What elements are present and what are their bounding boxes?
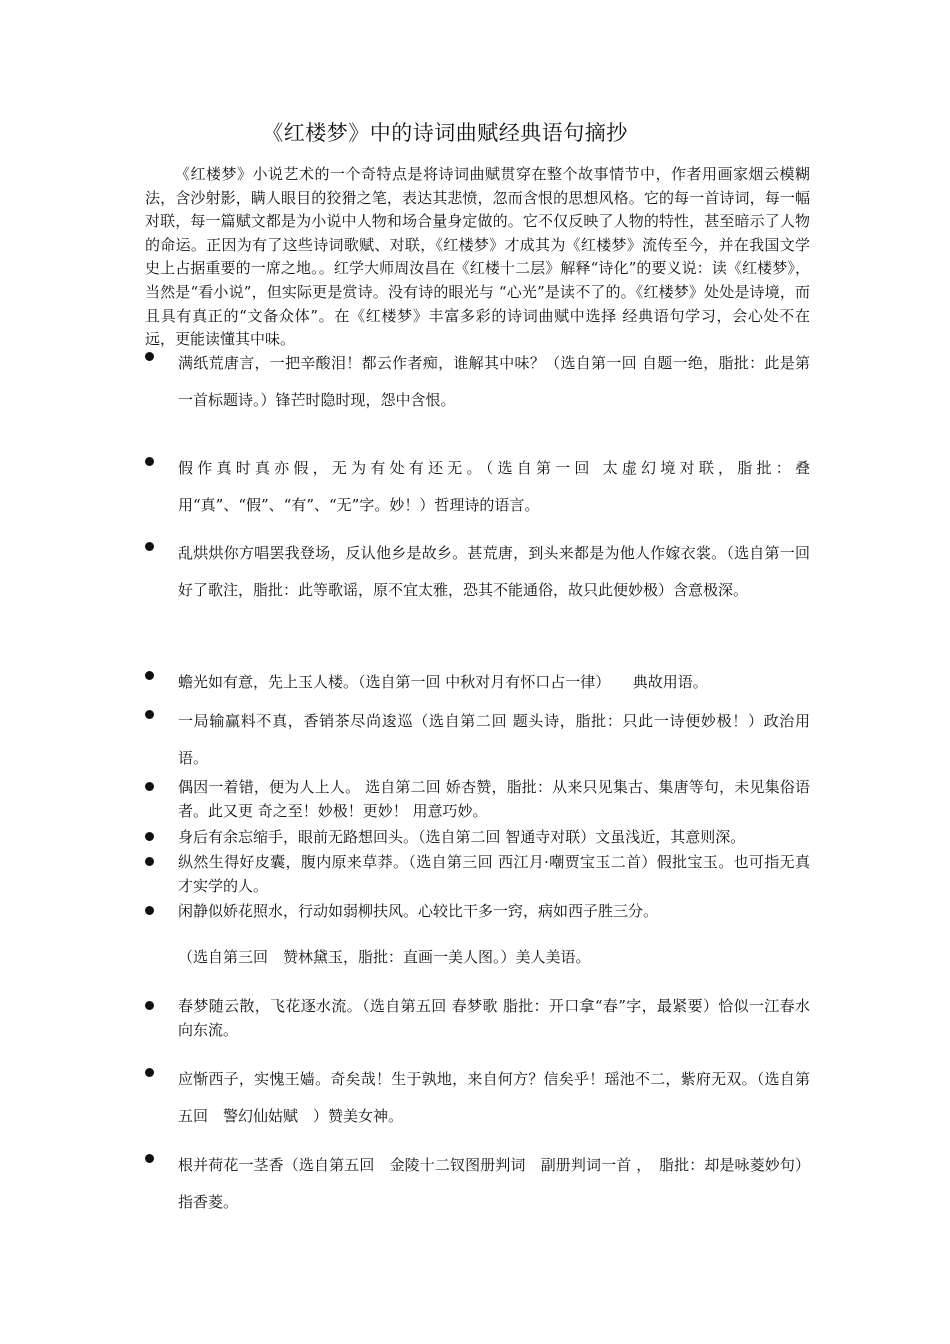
bullet-icon xyxy=(145,352,154,361)
bullet-icon xyxy=(145,457,154,466)
list-item-text: 闲静似娇花照水，行动如弱柳扶风。心较比干多一窍，病如西子胜三分。 xyxy=(178,902,659,920)
intro-paragraph: 《红楼梦》小说艺术的一个奇特点是将诗词曲赋贯穿在整个故事情节中，作者用画家烟云模糊法，含沙射影，瞒人眼目的狡猾之笔，表达其悲愤，忽而含恨的思想风格。它的每一首诗词，每一幅对联，每一篇赋文都是为小说中人物和场合量身定做的。它不仅反映了人物的特性，甚至暗示了人物的命运。正因为有了这些诗词歌赋、对联，《红楼梦》才成其为《红楼梦》流传至今，并在我国文学史上占据重要的一席之地。。红学大师周汝昌在《红楼十二层》解释“诗化”的要义说：读《红楼梦》，当然是“看小说”，但实际更是赏诗。没有诗的眼光与 “心光”是读不了的。《红楼梦》处处是诗境，而且具有真正的“文备众体”。在《红楼梦》丰富多彩的诗词曲赋中选择 经典语句学习，会心处不在远，更能读懂其中味。 xyxy=(145,165,810,349)
list-item-text: 乱烘烘你方唱罢我登场，反认他乡是故乡。甚荒唐，到头来都是为他人作嫁衣裳。（选自第一回 好了歌注，脂批：此等歌谣，原不宜太雅，恐其不能通俗，故只此便妙极）含意极深。 xyxy=(178,544,810,599)
list-item-text: 一局输赢料不真，香销茶尽尚逡巡（选自第二回 题头诗，脂批：只此一诗便妙极！）政治用语。 xyxy=(178,712,810,767)
list-item-text: 蟾光如有意，先上玉人楼。（选自第一回 中秋对月有怀口占一律） 典故用语。 xyxy=(178,673,708,691)
bullet-icon xyxy=(145,671,154,680)
document-title: 《红楼梦》中的诗词曲赋经典语句摘抄 xyxy=(262,121,628,145)
list-item-text: 满纸荒唐言，一把辛酸泪！都云作者痴，谁解其中味？（选自第一回 自题一绝，脂批：此是第一首标题诗。）锋芒时隐时现，怨中含恨。 xyxy=(178,354,810,409)
list-item-text: 根并荷花一茎香（选自第五回 金陵十二钗图册判词 副册判词一首 ， 脂批：却是咏菱妙句）指香菱。 xyxy=(178,1156,810,1211)
list-item xyxy=(145,1147,810,1221)
list-item xyxy=(145,994,810,1042)
list-item-text: 纵然生得好皮囊，腹内原来草莽。（选自第三回 西江月·嘲贾宝玉二首）假批宝玉。也可指无真才实学的人。 xyxy=(178,853,810,895)
list-item-text: 假作真时真亦假，无为有处有还无。（选自第一回 太虚幻境对联，脂批：叠用“真”、“假”、“有”、“无”字。妙！）哲理诗的语言。 xyxy=(178,459,810,514)
list-item xyxy=(145,825,810,849)
list-item-text: 偶因一着错，便为人上人。 选自第二回 娇杏赞，脂批：从来只见集古、集唐等句，未见集俗语者。此又更 奇之至！妙极！更妙！ 用意巧妙。 xyxy=(178,778,810,820)
list-item xyxy=(145,1061,810,1135)
list-item xyxy=(145,450,810,524)
bullet-icon xyxy=(145,832,154,841)
list-item xyxy=(145,664,810,701)
list-item xyxy=(145,775,810,823)
list-item xyxy=(145,535,810,609)
bullet-icon xyxy=(145,1001,154,1010)
list-item xyxy=(145,850,810,898)
bullet-icon xyxy=(145,857,154,866)
list-item-note: （选自第三回 赞林黛玉，脂批：直画一美人图。）美人美语。 xyxy=(178,948,591,966)
bullet-icon xyxy=(145,906,154,915)
list-item-text: 身后有余忘缩手，眼前无路想回头。（选自第二回 智通寺对联）文虽浅近，其意则深。 xyxy=(178,828,746,846)
list-item xyxy=(145,703,810,777)
bullet-icon xyxy=(145,1154,154,1163)
bullet-icon xyxy=(145,542,154,551)
list-item xyxy=(145,345,810,419)
list-item-text: 应惭西子，实愧王嫱。奇矣哉！生于孰地，来自何方？信矣乎！瑶池不二，紫府无双。（选自第五回 警幻仙姑赋 ）赞美女神。 xyxy=(178,1070,810,1125)
bullet-icon xyxy=(145,710,154,719)
bullet-icon xyxy=(145,782,154,791)
list-item xyxy=(145,899,810,923)
list-item-text: 春梦随云散，飞花逐水流。（选自第五回 春梦歌 脂批：开口拿“春”字，最紧要）恰似一江春水向东流。 xyxy=(178,997,810,1039)
bullet-icon xyxy=(145,1068,154,1077)
